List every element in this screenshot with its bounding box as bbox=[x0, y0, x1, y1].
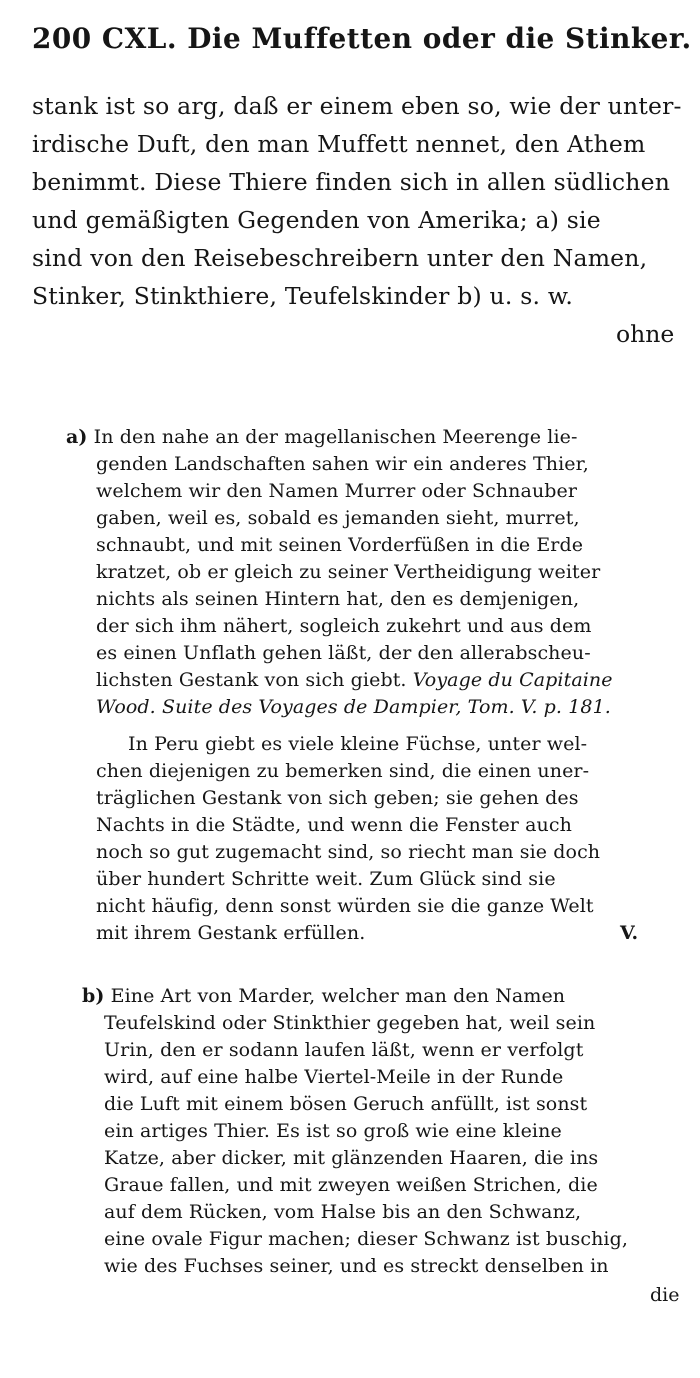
main-text-line: Stinker, Stinkthiere, Teufelskinder b) u. s. w. bbox=[32, 282, 574, 310]
footnote-b-line: auf dem Rücken, vom Halse bis an den Schwanz, bbox=[104, 1201, 582, 1223]
main-text-line: sind von den Reisebeschreibern unter den Namen, bbox=[32, 244, 648, 272]
main-text-line: stank ist so arg, daß er einem eben so, wie der unter- bbox=[32, 92, 682, 120]
main-text-line: irdische Duft, den man Muffett nennet, den Athem bbox=[32, 130, 646, 158]
footnote-a-paragraph-line: nicht häufig, denn sonst würden sie die ganze Welt bbox=[96, 895, 594, 917]
footnote-a-paragraph-line: chen diejenigen zu bemerken sind, die einen uner- bbox=[96, 760, 590, 782]
footnote-b-line: ein artiges Thier. Es ist so groß wie eine kleine bbox=[104, 1120, 562, 1142]
footnote-b-line: wird, auf eine halbe Viertel-Meile in der Runde bbox=[104, 1066, 564, 1088]
page-header bbox=[32, 22, 692, 55]
footnote-a-paragraph-line: Nachts in die Städte, und wenn die Fenster auch bbox=[96, 814, 572, 836]
citation: Wood. Suite des Voyages de Dampier, Tom. V. p. 181. bbox=[96, 696, 611, 718]
footnote-a-line: der sich ihm nähert, sogleich zukehrt und aus dem bbox=[96, 615, 592, 637]
footnote-a-line: genden Landschaften sahen wir ein anderes Thier, bbox=[96, 453, 589, 475]
footnote-a-line: welchem wir den Namen Murrer oder Schnauber bbox=[96, 480, 578, 502]
footnote-a-text: In den nahe an der magellanischen Meerenge lie- bbox=[93, 426, 578, 448]
footnote-a-paragraph-line: noch so gut zugemacht sind, so riecht man sie doch bbox=[96, 841, 601, 863]
footnote-a-paragraph-line: träglichen Gestank von sich geben; sie gehen des bbox=[96, 787, 579, 809]
footnote-b-line: Teufelskind oder Stinkthier gegeben hat, weil sein bbox=[104, 1012, 596, 1034]
footnote-a-line: nichts als seinen Hintern hat, den es demjenigen, bbox=[96, 588, 580, 610]
footnote-a-line: kratzet, ob er gleich zu seiner Vertheidigung weiter bbox=[96, 561, 601, 583]
footnote-b-line: wie des Fuchses seiner, und es streckt denselben in bbox=[104, 1255, 609, 1277]
footnote-a-marker: a) bbox=[66, 426, 88, 448]
footnote-a-paragraph-line: In Peru giebt es viele kleine Füchse, unter wel- bbox=[128, 733, 588, 755]
footnote-a-line: gaben, weil es, sobald es jemanden sieht, murret, bbox=[96, 507, 580, 529]
footnote-a-line bbox=[66, 426, 578, 448]
footnote-signature: V. bbox=[620, 922, 639, 944]
footnote-a-line: schnaubt, und mit seinen Vorderfüßen in die Erde bbox=[96, 534, 584, 556]
footnote-a-text: lichsten Gestank von sich giebt. bbox=[96, 669, 407, 691]
footnote-b-line: Katze, aber dicker, mit glänzenden Haaren, die ins bbox=[104, 1147, 599, 1169]
catchword: die bbox=[650, 1284, 680, 1306]
footnote-b-line bbox=[82, 985, 565, 1007]
footnote-a-line: es einen Unflath gehen läßt, der den allerabscheu- bbox=[96, 642, 591, 664]
footnote-b-text: Eine Art von Marder, welcher man den Namen bbox=[110, 985, 566, 1007]
footnote-b-line: Urin, den er sodann laufen läßt, wenn er verfolgt bbox=[104, 1039, 584, 1061]
chapter-number: CXL. bbox=[101, 22, 178, 55]
chapter-title: Die Muffetten oder die Stinker. bbox=[187, 22, 692, 55]
footnote-a-line bbox=[96, 669, 613, 691]
footnote-b-marker: b) bbox=[82, 985, 105, 1007]
footnote-a-paragraph-line: mit ihrem Gestank erfüllen. bbox=[96, 922, 366, 944]
citation: Voyage du Capitaine bbox=[412, 669, 613, 691]
catchword: ohne bbox=[616, 320, 675, 348]
page-number: 200 bbox=[32, 22, 92, 55]
main-text-line: benimmt. Diese Thiere finden sich in allen südlichen bbox=[32, 168, 671, 196]
footnote-b-line: Graue fallen, und mit zweyen weißen Strichen, die bbox=[104, 1174, 598, 1196]
main-text-line: und gemäßigten Gegenden von Amerika; a) sie bbox=[32, 206, 601, 234]
footnote-b-line: eine ovale Figur machen; dieser Schwanz ist buschig, bbox=[104, 1228, 629, 1250]
footnote-b-line: die Luft mit einem bösen Geruch anfüllt, ist sonst bbox=[104, 1093, 588, 1115]
footnote-a-paragraph-line: über hundert Schritte weit. Zum Glück sind sie bbox=[96, 868, 556, 890]
